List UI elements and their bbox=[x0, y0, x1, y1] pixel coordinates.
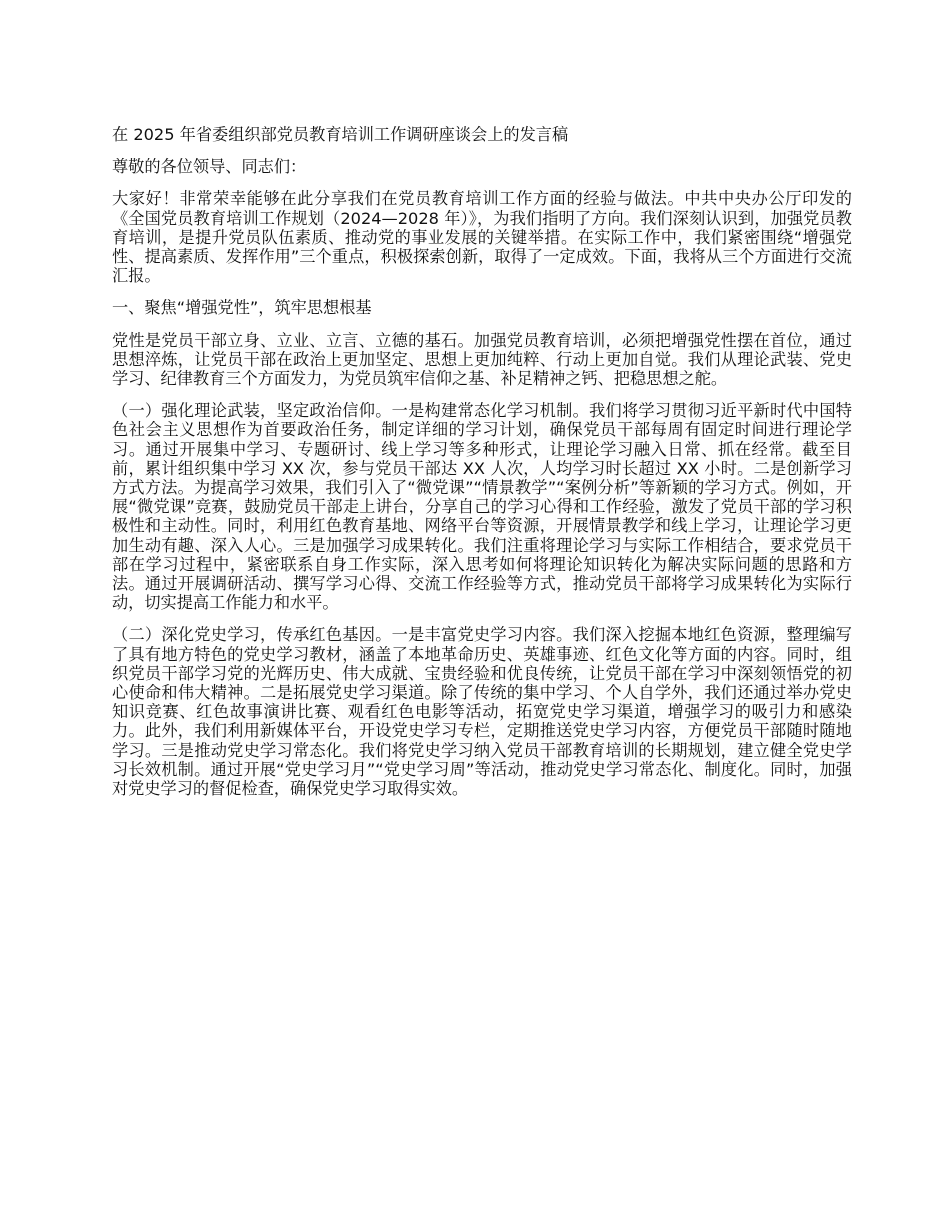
subsection-1-paragraph: （一）强化理论武装，坚定政治信仰。一是构建常态化学习机制。我们将学习贯彻习近平新时代中国特色社会主义思想作为首要政治任务，制定详细的学习计划，确保党员干部每周有固定时间进行理论学习。通过开展集中学习、专题研讨、线上学习等多种形式，让理论学习融入日常、抓在经常。截至目前，累计组织集中学习 XX 次，参与党员干部达 XX 人次，人均学习时长超过 XX 小时。二是创新学习方式方法。为提高学习效果，我们引入了“微党课”“情景教学”“案例分析”等新颖的学习方式。例如，开展“微党课”竞赛，鼓励党员干部走上讲台，分享自己的学习心得和工作经验，激发了党员干部的学习积极性和主动性。同时，利用红色教育基地、网络平台等资源，开展情景教学和线上学习，让理论学习更加生动有趣、深入人心。三是加强学习成果转化。我们注重将理论学习与实际工作相结合，要求党员干部在学习过程中，紧密联系自身工作实际，深入思考如何将理论知识转化为解决实际问题的思路和方法。通过开展调研活动、撰写学习心得、交流工作经验等方式，推动党员干部将学习成果转化为实际行动，切实提高工作能力和水平。 bbox=[112, 401, 852, 613]
section-1-heading: 一、聚焦“增强党性”，筑牢思想根基 bbox=[112, 298, 372, 318]
document-title: 在 2025 年省委组织部党员教育培训工作调研座谈会上的发言稿 bbox=[112, 125, 569, 144]
section-1-intro-paragraph: 党性是党员干部立身、立业、立言、立德的基石。加强党员教育培训，必须把增强党性摆在首位，通过思想淬炼，让党员干部在政治上更加坚定、思想上更加纯粹、行动上更加自觉。我们从理论武装、党史学习、纪律教育三个方面发力，为党员筑牢信仰之基、补足精神之钙、把稳思想之舵。 bbox=[112, 330, 852, 389]
salutation: 尊敬的各位领导、同志们： bbox=[112, 157, 307, 177]
intro-paragraph: 大家好！非常荣幸能够在此分享我们在党员教育培训工作方面的经验与做法。中共中央办公厅印发的《全国党员教育培训工作规划（2024—2028 年）》，为我们指明了方向。我们深刻认识到，加强党员教育培训，是提升党员队伍素质、推动党的事业发展的关键举措。在实际工作中，我们紧密围绕“增强党性、提高素质、发挥作用”三个重点，积极探索创新，取得了一定成效。下面，我将从三个方面进行交流汇报。 bbox=[112, 189, 852, 286]
subsection-2-paragraph: （二）深化党史学习，传承红色基因。一是丰富党史学习内容。我们深入挖掘本地红色资源，整理编写了具有地方特色的党史学习教材，涵盖了本地革命历史、英雄事迹、红色文化等方面的内容。同时，组织党员干部学习党的光辉历史、伟大成就、宝贵经验和优良传统，让党员干部在学习中深刻领悟党的初心使命和伟大精神。二是拓展党史学习渠道。除了传统的集中学习、个人自学外，我们还通过举办党史知识竞赛、红色故事演讲比赛、观看红色电影等活动，拓宽党史学习渠道，增强学习的吸引力和感染力。此外，我们利用新媒体平台，开设党史学习专栏，定期推送党史学习内容，方便党员干部随时随地学习。三是推动党史学习常态化。我们将党史学习纳入党员干部教育培训的长期规划，建立健全党史学习长效机制。通过开展“党史学习月”“党史学习周”等活动，推动党史学习常态化、制度化。同时，加强对党史学习的督促检查，确保党史学习取得实效。 bbox=[112, 625, 852, 799]
document-page bbox=[112, 125, 852, 811]
